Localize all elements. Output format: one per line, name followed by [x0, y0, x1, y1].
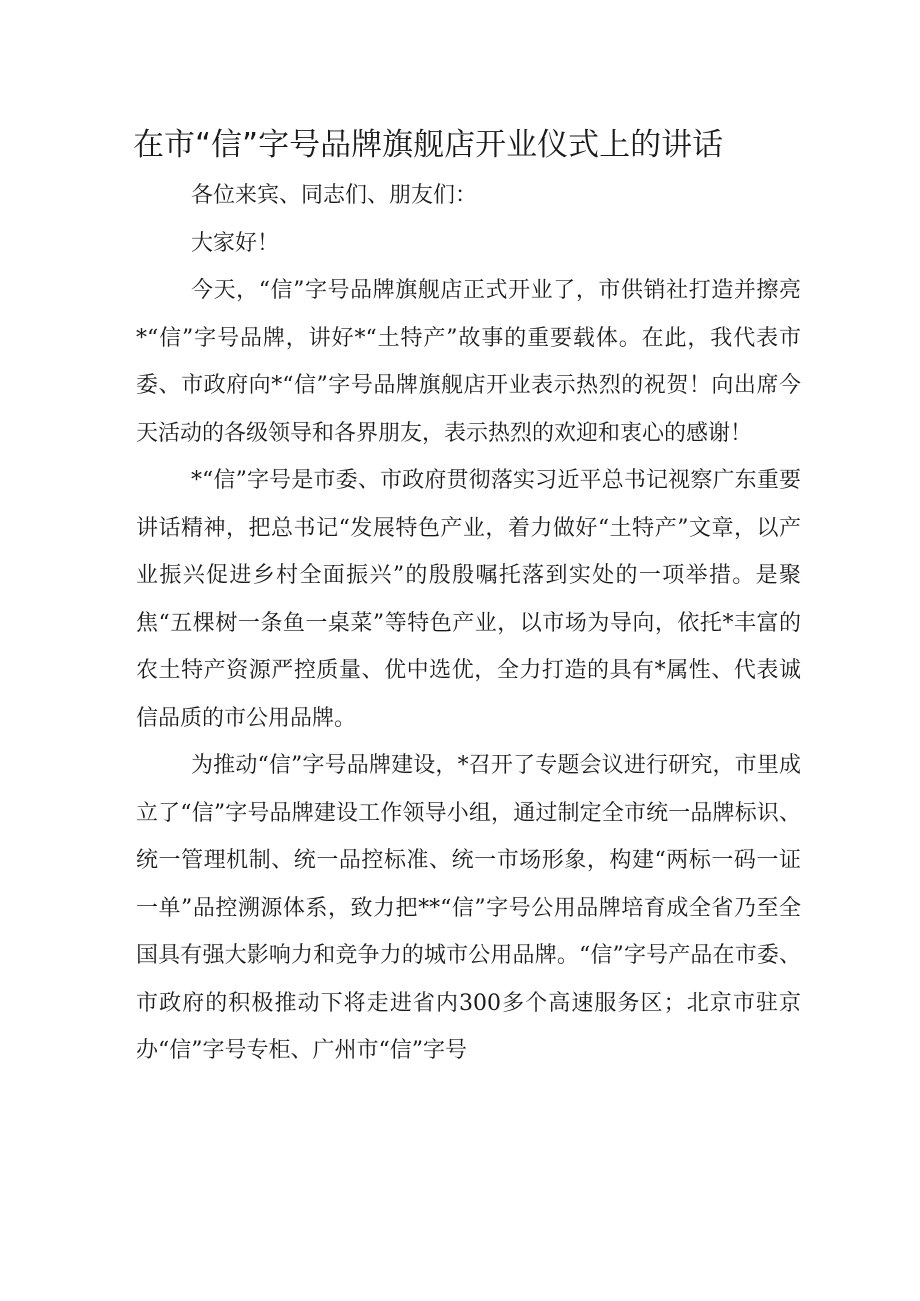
document-title: 在市“信”字号品牌旗舰店开业仪式上的讲话: [133, 127, 724, 163]
body-paragraph: 今天，“信”字号品牌旗舰店正式开业了，市供销社打造并擦亮*“信”字号品牌，讲好*“土特产”故事的重要载体。在此，我代表市委、市政府向*“信”字号品牌旗舰店开业表示热烈的祝贺！向出席今天活动的各级领导和各界朋友，表示热烈的欢迎和衷心的感谢！: [136, 278, 801, 446]
salutation: 各位来宾、同志们、朋友们：: [191, 183, 478, 208]
body-paragraph: *“信”字号是市委、市政府贯彻落实习近平总书记视察广东重要讲话精神，把总书记“发展特色产业，着力做好“土特产”文章，以产业振兴促进乡村全面振兴”的殷殷嘱托落到实处的一项举措。是聚焦“五棵树一条鱼一桌菜”等特色产业，以市场为导向，依托*丰富的农土特产资源严控质量、优中选优，全力打造的具有*属性、代表诚信品质的市公用品牌。: [136, 468, 801, 731]
body-paragraph: 为推动“信”字号品牌建设，*召开了专题会议进行研究，市里成立了“信”字号品牌建设工作领导小组，通过制定全市统一品牌标识、统一管理机制、统一品控标准、统一市场形象，构建“两标一码一证一单”品控溯源体系，致力把**“信”字号公用品牌培育成全省乃至全国具有强大影响力和竞争力的城市公用品牌。“信”字号产品在市委、市政府的积极推动下将走进省内300多个高速服务区；北京市驻京办“信”字号专柜、广州市“信”字号: [136, 753, 801, 1063]
speech-body: [136, 172, 801, 1075]
greeting: 大家好！: [191, 230, 280, 256]
